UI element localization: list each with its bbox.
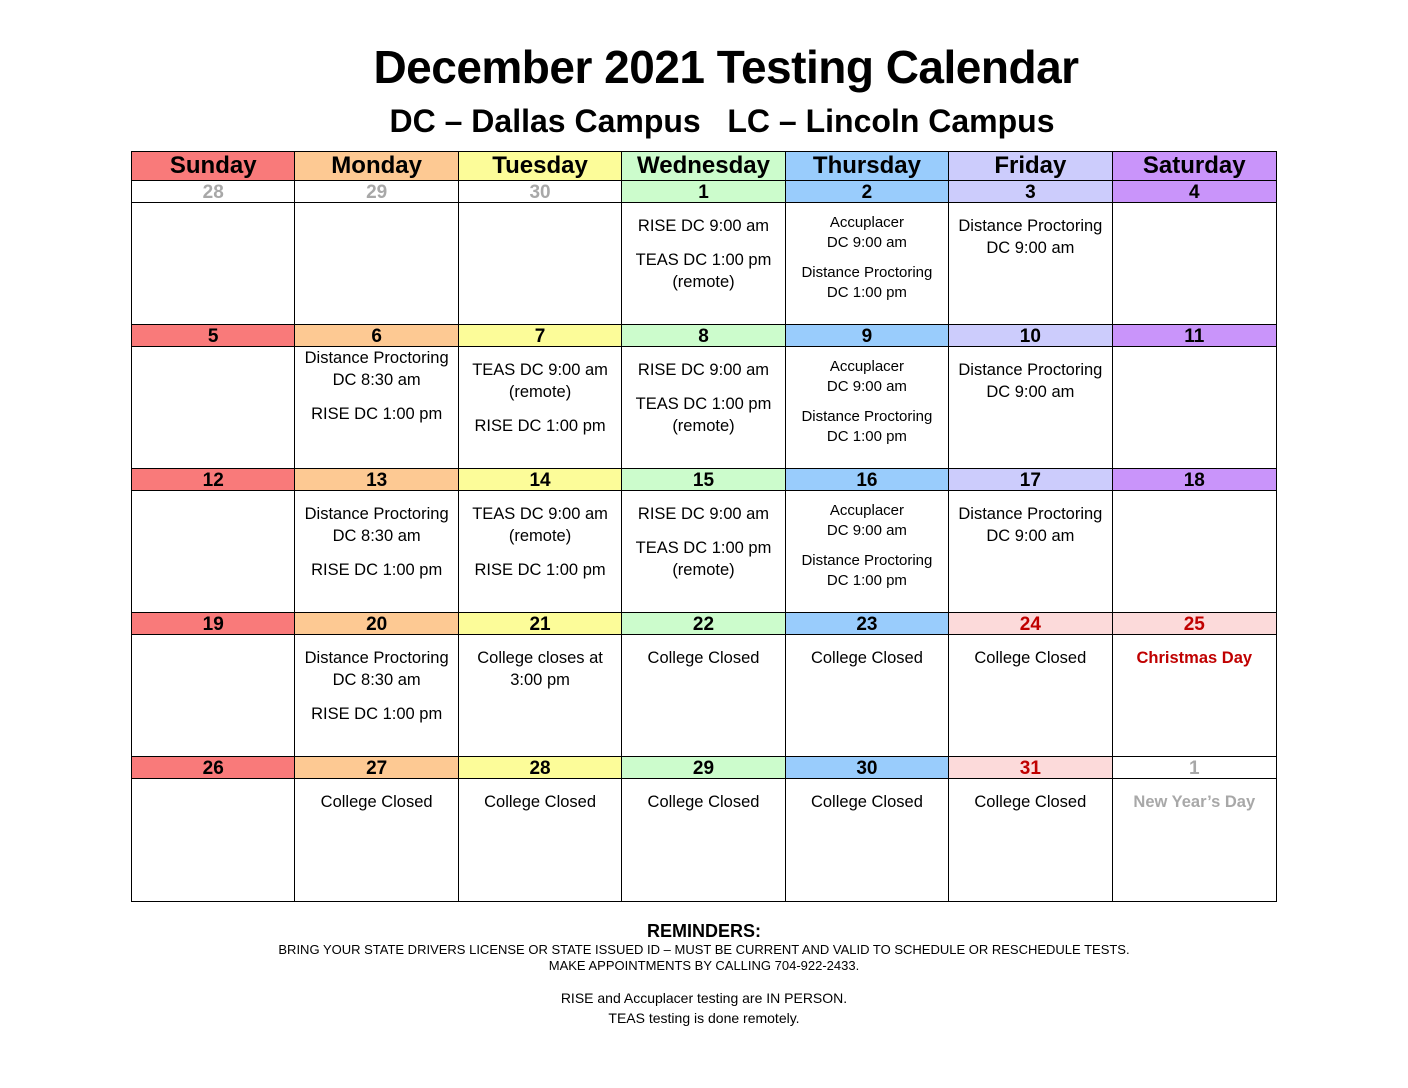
day-cell — [1113, 635, 1276, 757]
day-cell — [949, 635, 1112, 757]
day-cell — [622, 347, 785, 469]
day-cell — [459, 491, 622, 613]
day-number: 28 — [132, 181, 295, 203]
day-number: 26 — [132, 757, 295, 779]
day-number: 12 — [132, 469, 295, 491]
day-number: 31 — [949, 757, 1112, 779]
event-line — [949, 491, 1111, 503]
event-line: DC 9:00 am — [826, 522, 907, 539]
day-cell — [132, 347, 295, 469]
event-line: TEAS DC 9:00 am — [472, 361, 608, 379]
event-line: RISE DC 1:00 pm — [474, 417, 606, 435]
event-line — [622, 491, 784, 503]
event-line: Distance Proctoring — [304, 649, 449, 667]
day-number: 15 — [622, 469, 785, 491]
day-cell — [459, 347, 622, 469]
page-subtitle: DC – Dallas Campus LC – Lincoln Campus — [389, 103, 1055, 139]
event-line — [295, 491, 457, 503]
day-number: 23 — [786, 613, 949, 635]
day-number: 24 — [949, 613, 1112, 635]
event-line — [459, 547, 621, 559]
day-number: 19 — [132, 613, 295, 635]
event-line: College Closed — [647, 793, 760, 811]
day-cell — [622, 491, 785, 613]
day-number: 2 — [786, 181, 949, 203]
event-line — [949, 779, 1111, 791]
event-line — [459, 347, 621, 359]
day-number: 7 — [459, 325, 622, 347]
event-line — [622, 381, 784, 393]
day-cell — [622, 203, 785, 325]
day-cell — [1113, 491, 1276, 613]
event-line: RISE DC 9:00 am — [637, 217, 770, 235]
page-title: December 2021 Testing Calendar — [373, 41, 1079, 93]
day-cell — [295, 779, 458, 901]
event-line: (remote) — [672, 417, 735, 435]
day-cell — [622, 779, 785, 901]
day-number: 18 — [1113, 469, 1276, 491]
day-cell — [132, 203, 295, 325]
day-number: 29 — [622, 757, 785, 779]
event-line: Distance Proctoring — [304, 349, 449, 367]
event-line: Accuplacer — [829, 358, 905, 375]
day-number: 17 — [949, 469, 1112, 491]
day-cell — [949, 347, 1112, 469]
day-cell — [132, 779, 295, 901]
event-line: DC 9:00 am — [986, 239, 1075, 257]
event-line: College Closed — [484, 793, 597, 811]
event-line: (remote) — [508, 527, 572, 545]
day-cell — [1113, 779, 1276, 901]
event-line — [459, 779, 621, 791]
event-line: DC 8:30 am — [332, 371, 421, 389]
day-number: 4 — [1113, 181, 1276, 203]
event-line: Christmas Day — [1136, 649, 1253, 667]
event-line: DC 9:00 am — [986, 383, 1075, 401]
reminder-appointments: MAKE APPOINTMENTS BY CALLING 704-922-2433. — [548, 958, 860, 973]
event-line — [786, 397, 948, 407]
day-cell — [295, 635, 458, 757]
event-line — [459, 403, 621, 415]
event-line: DC 9:00 am — [826, 234, 907, 251]
day-header-saturday: Saturday — [1113, 152, 1276, 181]
day-number: 21 — [459, 613, 622, 635]
event-line: DC 9:00 am — [986, 527, 1075, 545]
event-line: Accuplacer — [829, 214, 905, 231]
event-line: TEAS DC 1:00 pm — [635, 251, 772, 269]
event-line: Distance Proctoring — [801, 408, 933, 425]
event-line: (remote) — [508, 383, 572, 401]
event-line — [295, 547, 457, 559]
event-line: College Closed — [974, 649, 1087, 667]
event-line — [786, 347, 948, 357]
day-cell — [786, 347, 949, 469]
day-number: 30 — [786, 757, 949, 779]
day-cell — [459, 635, 622, 757]
event-line: Distance Proctoring — [304, 505, 449, 523]
reminders-heading: REMINDERS: — [646, 921, 761, 941]
day-cell — [949, 779, 1112, 901]
event-line — [622, 635, 784, 647]
day-cell — [949, 203, 1112, 325]
day-number: 6 — [295, 325, 458, 347]
event-line: DC 8:30 am — [332, 671, 421, 689]
day-header-sunday: Sunday — [132, 152, 295, 181]
day-cell — [295, 347, 458, 469]
day-number: 1 — [1113, 757, 1276, 779]
event-line — [622, 347, 784, 359]
day-number: 29 — [295, 181, 458, 203]
day-number: 27 — [295, 757, 458, 779]
event-line: 3:00 pm — [510, 671, 570, 689]
event-line: College closes at — [477, 649, 603, 667]
reminder-id-requirement: BRING YOUR STATE DRIVERS LICENSE OR STATE ISSUED ID – MUST BE CURRENT AND VALID TO SCHEDULE OR RESCHEDULE TESTS. — [278, 942, 1130, 957]
day-number: 22 — [622, 613, 785, 635]
day-number: 5 — [132, 325, 295, 347]
day-cell — [786, 203, 949, 325]
event-line — [295, 779, 457, 791]
event-line: Accuplacer — [829, 502, 905, 519]
event-line — [459, 491, 621, 503]
calendar-grid — [131, 151, 1277, 902]
event-line: College Closed — [810, 649, 923, 667]
day-cell — [786, 491, 949, 613]
event-line: RISE DC 1:00 pm — [311, 705, 443, 723]
day-number: 10 — [949, 325, 1112, 347]
day-cell — [622, 635, 785, 757]
day-header-friday: Friday — [949, 152, 1112, 181]
event-line: (remote) — [672, 561, 735, 579]
event-line — [786, 253, 948, 263]
day-header-wednesday: Wednesday — [622, 152, 785, 181]
day-header-monday: Monday — [295, 152, 458, 181]
event-line: College Closed — [974, 793, 1087, 811]
day-cell — [295, 203, 458, 325]
reminder-remote: TEAS testing is done remotely. — [608, 1010, 800, 1026]
event-line: Distance Proctoring — [801, 552, 933, 569]
day-cell — [132, 491, 295, 613]
event-line: Distance Proctoring — [958, 361, 1103, 379]
event-line: College Closed — [810, 793, 923, 811]
event-line — [949, 203, 1111, 215]
event-line — [295, 635, 457, 647]
event-line: RISE DC 9:00 am — [637, 361, 770, 379]
event-line — [295, 691, 457, 703]
day-number: 20 — [295, 613, 458, 635]
event-line: RISE DC 9:00 am — [637, 505, 770, 523]
event-line — [1113, 779, 1276, 791]
event-line: Distance Proctoring — [958, 505, 1103, 523]
event-line — [949, 347, 1111, 359]
day-cell — [1113, 203, 1276, 325]
reminder-in-person: RISE and Accuplacer testing are IN PERSON. — [560, 990, 848, 1006]
event-line — [786, 491, 948, 501]
event-line — [949, 635, 1111, 647]
day-header-tuesday: Tuesday — [459, 152, 622, 181]
day-cell — [459, 779, 622, 901]
event-line: RISE DC 1:00 pm — [311, 561, 443, 579]
event-line: Distance Proctoring — [958, 217, 1103, 235]
event-line: Distance Proctoring — [801, 264, 933, 281]
day-cell — [949, 491, 1112, 613]
day-cell — [295, 491, 458, 613]
event-line — [622, 779, 784, 791]
event-line: DC 1:00 pm — [826, 284, 907, 301]
day-number: 11 — [1113, 325, 1276, 347]
event-line — [786, 635, 948, 647]
day-number: 13 — [295, 469, 458, 491]
event-line — [622, 525, 784, 537]
day-header-thursday: Thursday — [786, 152, 949, 181]
day-number: 25 — [1113, 613, 1276, 635]
event-line: New Year’s Day — [1133, 793, 1256, 811]
event-line: DC 8:30 am — [332, 527, 421, 545]
event-line — [786, 779, 948, 791]
event-line: TEAS DC 1:00 pm — [635, 539, 772, 557]
event-line — [459, 635, 621, 647]
event-line — [786, 203, 948, 213]
reminders-section — [0, 921, 1408, 1028]
event-line: DC 1:00 pm — [826, 572, 907, 589]
event-line: (remote) — [672, 273, 735, 291]
event-line: DC 1:00 pm — [826, 428, 907, 445]
event-line: RISE DC 1:00 pm — [474, 561, 606, 579]
day-cell — [132, 635, 295, 757]
event-line: DC 9:00 am — [826, 378, 907, 395]
day-number: 28 — [459, 757, 622, 779]
event-line: College Closed — [320, 793, 433, 811]
event-line — [1113, 635, 1276, 647]
day-number: 1 — [622, 181, 785, 203]
event-line — [622, 203, 784, 215]
event-line — [786, 541, 948, 551]
day-cell — [786, 779, 949, 901]
event-line: TEAS DC 1:00 pm — [635, 395, 772, 413]
day-number: 9 — [786, 325, 949, 347]
day-number: 30 — [459, 181, 622, 203]
event-line — [295, 391, 457, 403]
day-number: 16 — [786, 469, 949, 491]
day-number: 14 — [459, 469, 622, 491]
day-number: 3 — [949, 181, 1112, 203]
event-line — [622, 237, 784, 249]
event-line: RISE DC 1:00 pm — [311, 405, 443, 423]
day-cell — [786, 635, 949, 757]
day-number: 8 — [622, 325, 785, 347]
event-line: TEAS DC 9:00 am — [472, 505, 608, 523]
event-line: College Closed — [647, 649, 760, 667]
day-cell — [1113, 347, 1276, 469]
day-cell — [459, 203, 622, 325]
